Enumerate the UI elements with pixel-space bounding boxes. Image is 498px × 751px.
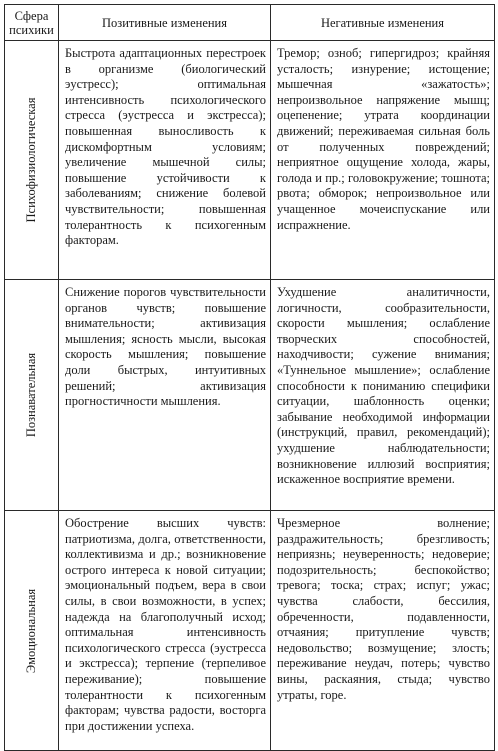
- header-sphere: Сфера психики: [5, 5, 59, 41]
- negative-cell: [271, 41, 495, 280]
- positive-cell: [59, 41, 271, 280]
- table-row: [5, 511, 495, 751]
- negative-text: Чрезмерное волнение; раздражительность; брезгливость; неприязнь; неуверенность; недоверие; подозрительность; беспокойство; тревога; тоска; страх; испуг; ужас; чувства слабости, бессилия, обреченности, подавленности, отчаяния; притупление чувств; недовольство; возмущение; злость; переживание неудач, потерь; чувство вины, раскаяния, стыда; чувство утраты, горе.: [277, 516, 490, 702]
- positive-text: Обострение высших чувств: патриотизма, долга, ответственности, коллективизма и др.; возникновение острого интереса к новой ситуации; эмоциональный подъем, вера в свои силы, в свои возможности, в успех; надежда на благополучный исход; оптимальная интенсивность психологического стресса (эустресса и экстресса); терпение (терпеливое переживание); повышение толерантности к психогенным факторам; чувства радости, восторга при достижении успеха.: [65, 516, 266, 733]
- header-negative: Негативные изменения: [271, 5, 495, 41]
- sphere-cell: [5, 280, 59, 511]
- table-row: [5, 41, 495, 280]
- sphere-label: Познавательная: [23, 352, 38, 438]
- table-row: [5, 280, 495, 511]
- psyche-changes-table: [4, 4, 495, 751]
- header-positive: Позитивные изменения: [59, 5, 271, 41]
- negative-cell: [271, 511, 495, 751]
- positive-cell: [59, 511, 271, 751]
- negative-text: Ухудшение аналитичности, логичности, сообразительности, скорости мышления; ослабление творческих способностей, находчивости; сужение внимания; «Туннельное мышление»; ослабление способности к пониманию специфики ситуации, шаблонность оценки; забывание необходимой информации (инструкций, правил, рекомендаций); ухудшение наблюдательности; возникновение иллюзий восприятия; искаженное восприятие времени.: [277, 285, 490, 487]
- positive-cell: [59, 280, 271, 511]
- positive-text: Снижение порогов чувствительности органов чувств; повышение внимательности; активизация мышления; ясность мысли, высокая скорость мышления; повышение доли быстрых, интуитивных решений; активизация прогностичности мышления.: [65, 285, 266, 409]
- negative-text: Тремор; озноб; гипергидроз; крайняя усталость; изнурение; истощение; мышечная «зажатость»; непроизвольное напряжение мышц; оцепенение; утрата координации движений; переживаемая сильная боль от полученных повреждений; неприятное ощущение холода, жары, голода и пр.; головокружение; тошнота; рвота; обморок; непроизвольное или учащенное мочеиспускание или испражнение.: [277, 46, 490, 232]
- positive-text: Быстрота адаптационных перестроек в организме (биологический эустресс); оптимальная интенсивность психологического стресса (эустресса и экстресса); повышенная выносливость к дискомфортным условиям; увеличение мышечной силы; повышение устойчивости к заболеваниям; снижение болевой чувствительности; повышенная толерантность к психогенным факторам.: [65, 46, 266, 248]
- sphere-cell: [5, 41, 59, 280]
- table-header-row: [5, 5, 495, 41]
- negative-cell: [271, 280, 495, 511]
- sphere-cell: [5, 511, 59, 751]
- sphere-label: Эмоциональная: [23, 588, 38, 673]
- sphere-label: Психофизиологическая: [23, 97, 38, 223]
